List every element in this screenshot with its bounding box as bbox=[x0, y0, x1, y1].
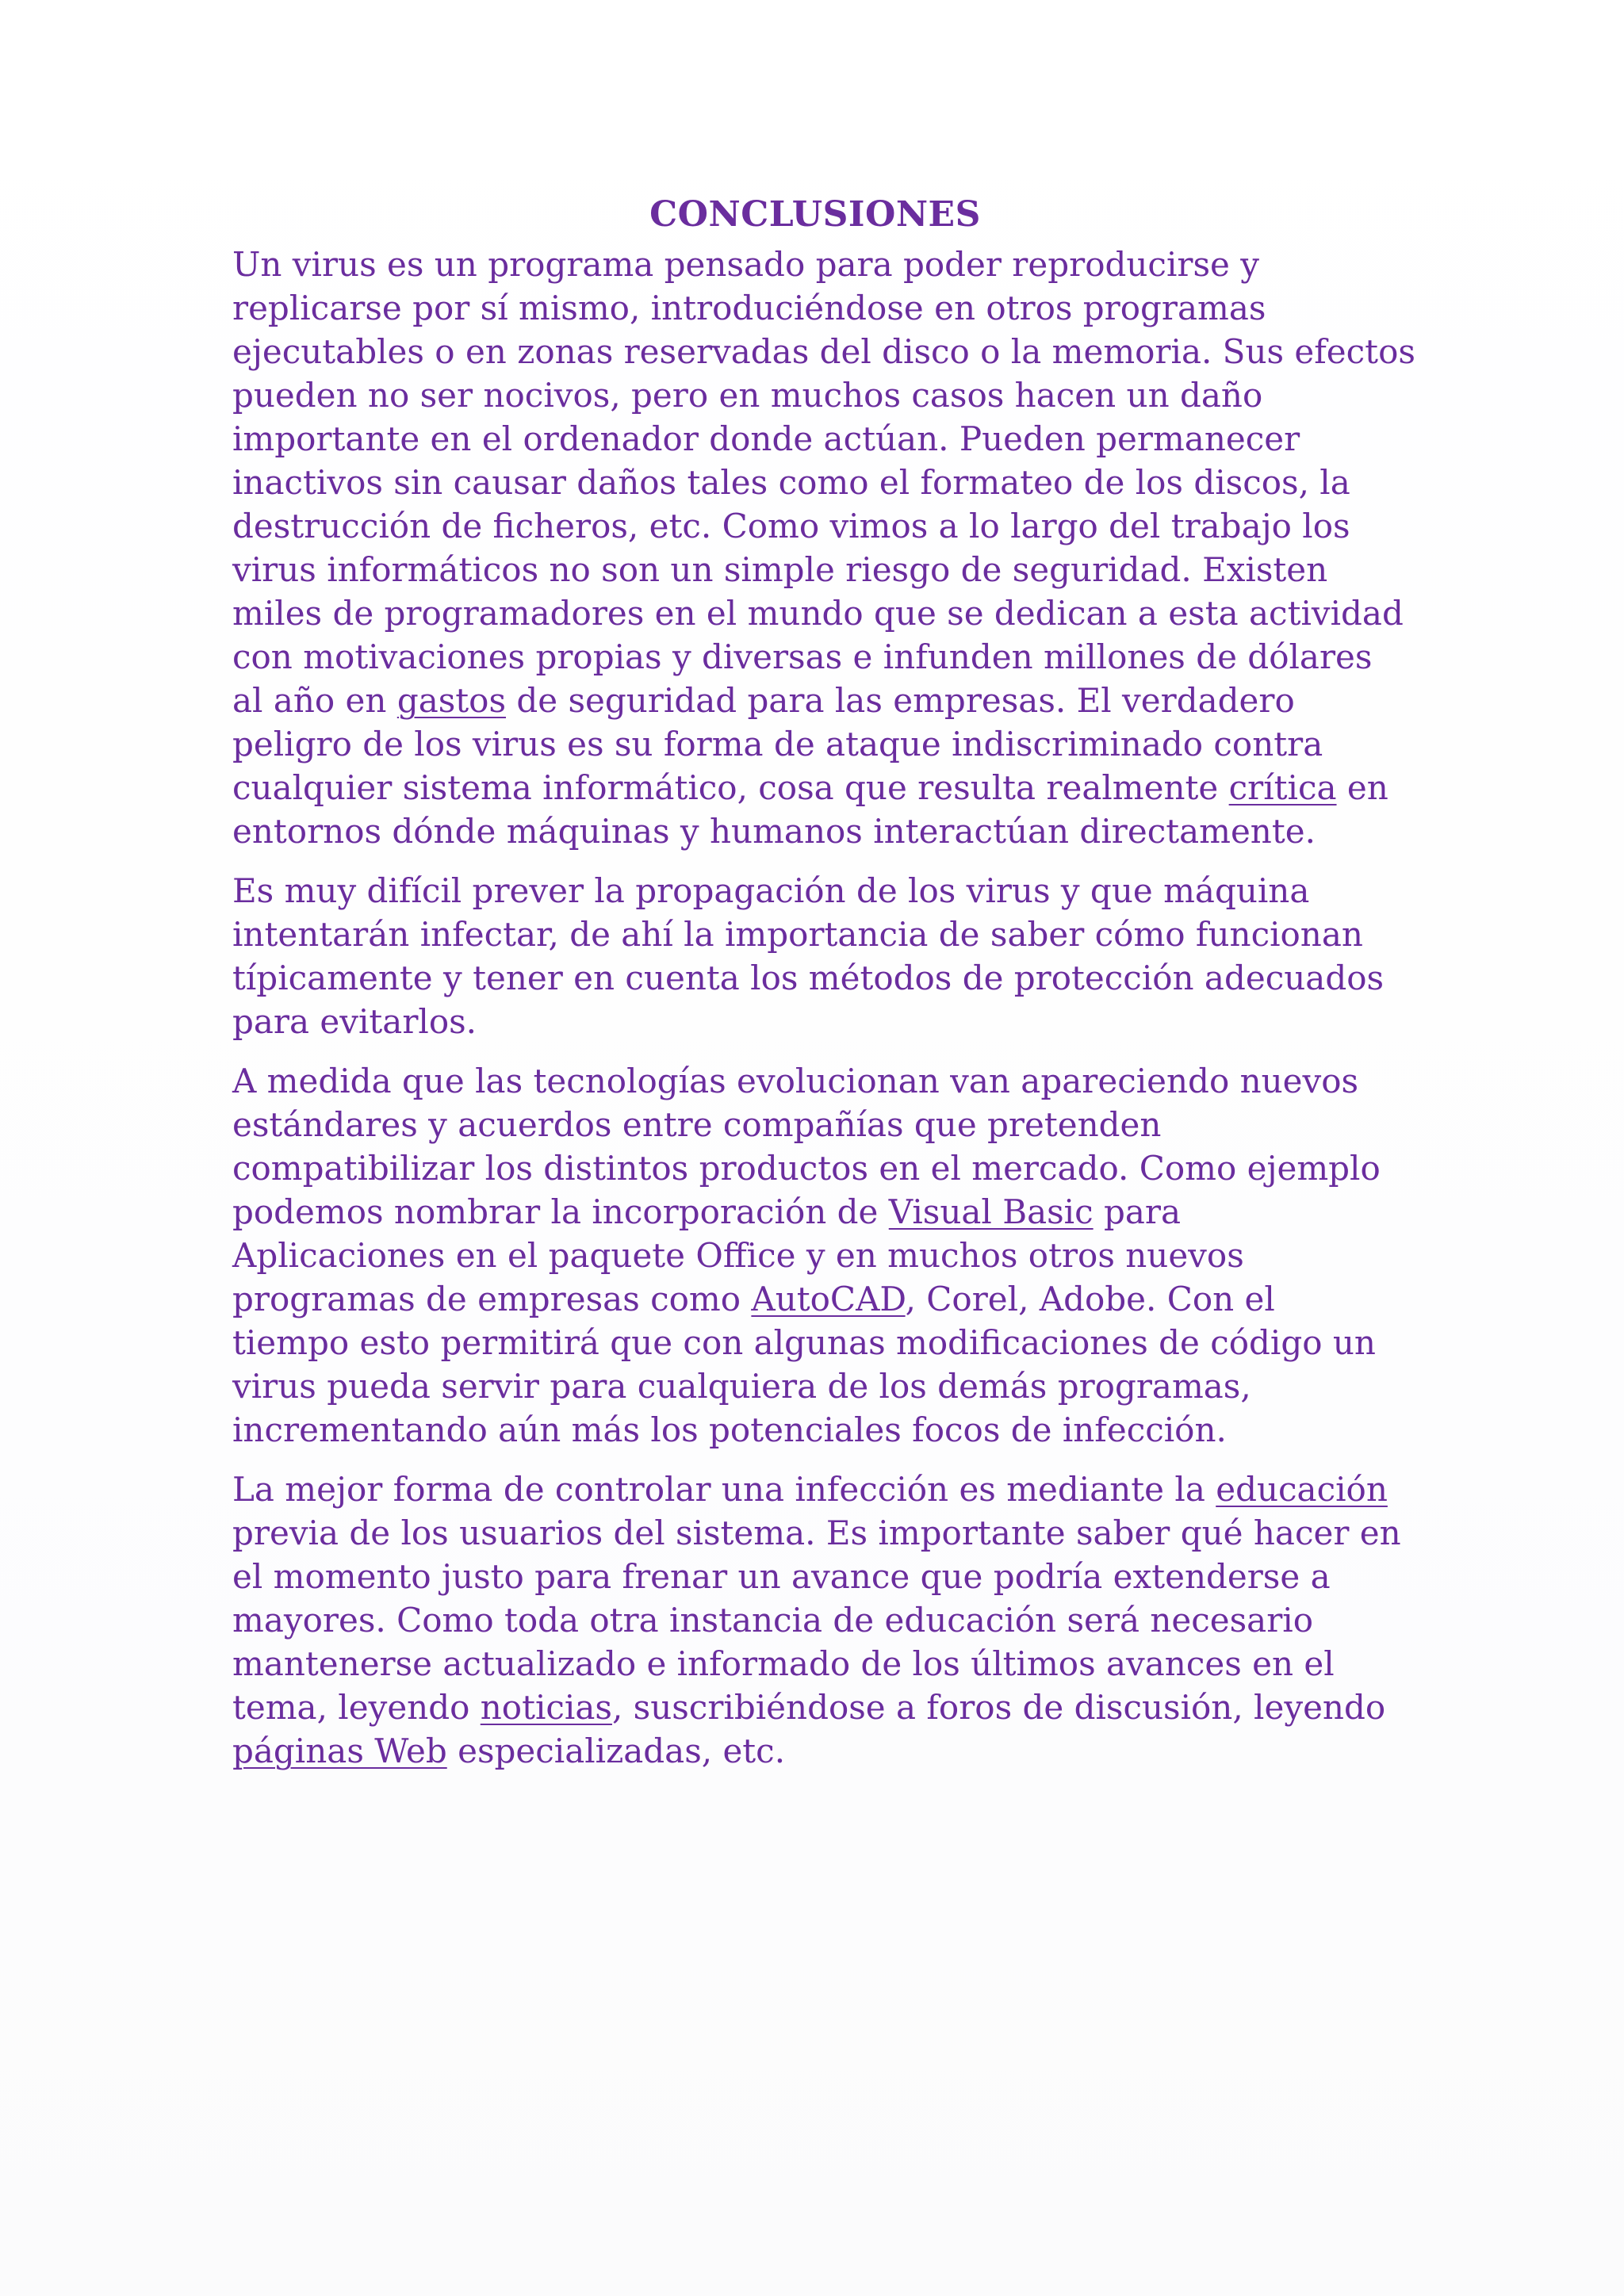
hyperlink[interactable]: AutoCAD bbox=[751, 1280, 906, 1318]
text-segment: cualquier sistema informático, cosa que resulta realmente bbox=[232, 768, 1229, 807]
hyperlink[interactable]: gastos bbox=[396, 681, 507, 720]
text-segment: virus informáticos no son un simple riesgo de seguridad. Existen bbox=[232, 550, 1328, 589]
text-segment: entornos dónde máquinas y humanos interactúan directamente. bbox=[232, 812, 1316, 851]
text-segment: para bbox=[1093, 1192, 1182, 1231]
text-segment: peligro de los virus es su forma de ataque indiscriminado contra bbox=[232, 725, 1323, 763]
text-segment: podemos nombrar la incorporación de bbox=[232, 1192, 889, 1231]
text-line bbox=[232, 1686, 1398, 1729]
text-line bbox=[232, 286, 1398, 330]
text-segment: virus pueda servir para cualquiera de los demás programas, bbox=[232, 1367, 1251, 1406]
text-segment: de seguridad para las empresas. El verdadero bbox=[506, 681, 1295, 720]
text-segment: miles de programadores en el mundo que se dedican a esta actividad bbox=[232, 594, 1404, 633]
text-segment: destrucción de ficheros, etc. Como vimos a lo largo del trabajo los bbox=[232, 507, 1350, 545]
text-segment: el momento justo para frenar un avance que podría extenderse a bbox=[232, 1557, 1331, 1596]
text-line bbox=[232, 1000, 1398, 1043]
text-line bbox=[232, 679, 1398, 722]
paragraph-list bbox=[232, 243, 1415, 1773]
text-segment: tema, leyendo bbox=[232, 1688, 481, 1727]
text-line bbox=[232, 1729, 1398, 1773]
text-line bbox=[232, 913, 1398, 956]
text-segment: mayores. Como toda otra instancia de educación será necesario bbox=[232, 1601, 1314, 1640]
text-segment: Es muy difícil prever la propagación de los virus y que máquina bbox=[232, 871, 1310, 910]
text-segment: inactivos sin causar daños tales como el formateo de los discos, la bbox=[232, 463, 1350, 502]
text-segment: Un virus es un programa pensado para poder reproducirse y bbox=[232, 245, 1259, 284]
text-segment: previa de los usuarios del sistema. Es importante saber qué hacer en bbox=[232, 1513, 1401, 1552]
text-line bbox=[232, 1234, 1398, 1277]
text-line bbox=[232, 417, 1398, 461]
text-segment: , suscribiéndose a foros de discusión, leyendo bbox=[611, 1688, 1386, 1727]
text-line bbox=[232, 591, 1404, 635]
text-segment: ejecutables o en zonas reservadas del disco o la memoria. Sus efectos bbox=[232, 332, 1415, 371]
text-line bbox=[232, 243, 1398, 286]
text-line bbox=[232, 722, 1398, 766]
paragraph bbox=[232, 869, 1398, 1043]
text-segment: típicamente y tener en cuenta los métodos de protección adecuados bbox=[232, 959, 1385, 997]
text-line bbox=[232, 461, 1398, 504]
text-line bbox=[232, 1642, 1398, 1686]
text-line bbox=[232, 1364, 1398, 1408]
text-line bbox=[232, 1190, 1398, 1234]
text-line bbox=[232, 1321, 1398, 1364]
text-segment: con motivaciones propias y diversas e infunden millones de dólares bbox=[232, 637, 1373, 676]
text-line bbox=[232, 548, 1398, 591]
text-segment: especializadas, etc. bbox=[446, 1732, 786, 1770]
paragraph bbox=[232, 1059, 1398, 1452]
document-body bbox=[232, 189, 1415, 1789]
hyperlink[interactable]: Visual Basic bbox=[888, 1192, 1094, 1231]
text-segment: , Corel, Adobe. Con el bbox=[905, 1280, 1275, 1318]
text-segment: intentarán infectar, de ahí la importancia de saber cómo funcionan bbox=[232, 915, 1363, 954]
hyperlink[interactable]: noticias bbox=[480, 1688, 612, 1727]
text-line bbox=[232, 1277, 1398, 1321]
text-segment: incrementando aún más los potenciales focos de infección. bbox=[232, 1410, 1227, 1449]
paragraph bbox=[232, 1468, 1401, 1773]
text-line bbox=[232, 1408, 1398, 1452]
text-segment: tiempo esto permitirá que con algunas modificaciones de código un bbox=[232, 1323, 1376, 1362]
text-line bbox=[232, 956, 1398, 1000]
page-title: CONCLUSIONES bbox=[649, 194, 981, 235]
text-line bbox=[232, 1468, 1398, 1511]
text-segment: para evitarlos. bbox=[232, 1002, 477, 1041]
text-line bbox=[232, 766, 1398, 809]
text-line bbox=[232, 1059, 1398, 1103]
text-segment: La mejor forma de controlar una infección es mediante la bbox=[232, 1470, 1216, 1509]
text-segment: pueden no ser nocivos, pero en muchos casos hacen un daño bbox=[232, 376, 1263, 415]
text-line bbox=[232, 809, 1398, 853]
text-line bbox=[232, 373, 1398, 417]
text-line bbox=[232, 330, 1415, 373]
text-line bbox=[232, 635, 1398, 679]
text-line bbox=[232, 1511, 1401, 1555]
text-segment: al año en bbox=[232, 681, 397, 720]
text-line bbox=[232, 1103, 1398, 1146]
text-segment: en bbox=[1336, 768, 1388, 807]
text-segment: Aplicaciones en el paquete Office y en muchos otros nuevos bbox=[232, 1236, 1244, 1275]
text-line bbox=[232, 1598, 1398, 1642]
text-segment: compatibilizar los distintos productos en el mercado. Como ejemplo bbox=[232, 1149, 1381, 1188]
text-line bbox=[232, 1146, 1398, 1190]
text-line bbox=[232, 504, 1398, 548]
hyperlink[interactable]: crítica bbox=[1228, 768, 1337, 807]
text-segment: importante en el ordenador donde actúan. Pueden permanecer bbox=[232, 419, 1300, 458]
text-segment: programas de empresas como bbox=[232, 1280, 752, 1318]
text-segment: estándares y acuerdos entre compañías que pretenden bbox=[232, 1105, 1162, 1144]
hyperlink[interactable]: educación bbox=[1216, 1470, 1388, 1509]
text-line bbox=[232, 1555, 1398, 1598]
text-segment: mantenerse actualizado e informado de los últimos avances en el bbox=[232, 1644, 1335, 1683]
text-segment: replicarse por sí mismo, introduciéndose en otros programas bbox=[232, 289, 1266, 327]
paragraph bbox=[232, 243, 1415, 853]
text-segment: A medida que las tecnologías evolucionan van apareciendo nuevos bbox=[232, 1062, 1359, 1100]
hyperlink[interactable]: páginas Web bbox=[232, 1732, 447, 1770]
text-line bbox=[232, 869, 1398, 913]
